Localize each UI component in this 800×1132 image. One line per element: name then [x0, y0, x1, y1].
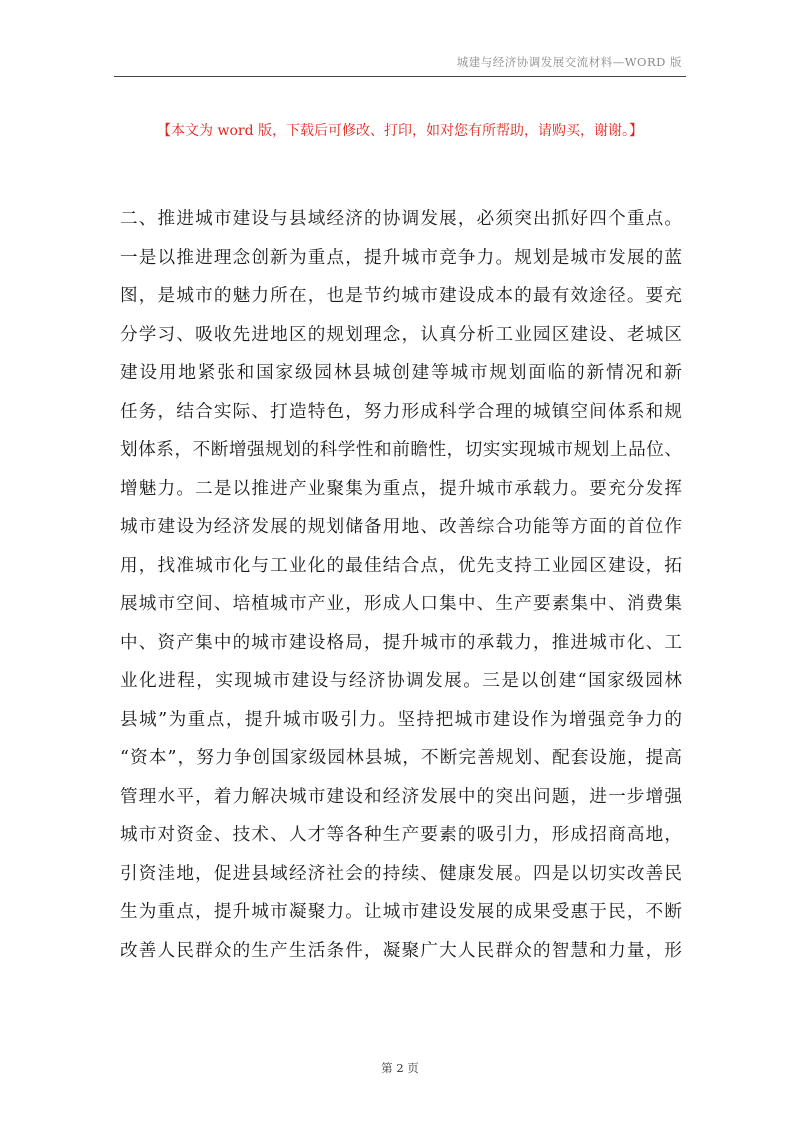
- body-line: 业化进程，实现城市建设与经济协调发展。三是以创建“国家级园林: [120, 671, 682, 691]
- body-line: 县城”为重点，提升城市吸引力。坚持把城市建设作为增强竞争力的: [120, 709, 682, 730]
- body-line: 建设用地紧张和国家级园林县城创建等城市规划面临的新情况和新: [120, 363, 682, 383]
- body-line: 改善人民群众的生产生活条件，凝聚广大人民群众的智慧和力量，形: [120, 940, 682, 961]
- body-line: 城市对资金、技术、人才等各种生产要素的吸引力，形成招商高地，: [120, 825, 682, 845]
- body-line: 二、推进城市建设与县域经济的协调发展，必须突出抓好四个重点。: [120, 209, 682, 229]
- body-line: 引资洼地，促进县域经济社会的持续、健康发展。四是以切实改善民: [120, 863, 682, 884]
- body-line: 城市建设为经济发展的规划储备用地、改善综合功能等方面的首位作: [120, 517, 682, 537]
- body-line: 展城市空间、培植城市产业，形成人口集中、生产要素集中、消费集: [120, 594, 682, 614]
- body-line: 管理水平，着力解决城市建设和经济发展中的突出问题，进一步增强: [120, 786, 682, 807]
- document-header-title: 城建与经济协调发展交流材料—WORD 版: [456, 55, 682, 69]
- document-body: [120, 200, 682, 970]
- body-line: 用，找准城市化与工业化的最佳结合点，优先支持工业园区建设，拓: [120, 555, 682, 576]
- document-notice: 【本文为 word 版，下载后可修改、打印，如对您有所帮助，请购买，谢谢。】: [157, 123, 643, 139]
- body-line: 分学习、吸收先进地区的规划理念，认真分析工业园区建设、老城区: [120, 324, 682, 345]
- body-line: 划体系，不断增强规划的科学性和前瞻性，切实实现城市规划上品位、: [120, 440, 682, 460]
- body-line: 中、资产集中的城市建设格局，提升城市的承载力，推进城市化、工: [120, 632, 682, 653]
- body-line: 图，是城市的魅力所在，也是节约城市建设成本的最有效途径。要充: [120, 286, 682, 306]
- body-line: 任务，结合实际、打造特色，努力形成科学合理的城镇空间体系和规: [120, 401, 682, 422]
- body-line: “资本”，努力争创国家级园林县城，不断完善规划、配套设施，提高: [120, 748, 682, 768]
- body-line: 生为重点，提升城市凝聚力。让城市建设发展的成果受惠于民，不断: [120, 902, 682, 922]
- header-divider: [114, 76, 686, 77]
- body-line: 一是以推进理念创新为重点，提升城市竞争力。规划是城市发展的蓝: [120, 247, 682, 268]
- body-line: 增魅力。二是以推进产业聚集为重点，提升城市承载力。要充分发挥: [120, 478, 682, 499]
- page-number: 第 2 页: [381, 1061, 419, 1075]
